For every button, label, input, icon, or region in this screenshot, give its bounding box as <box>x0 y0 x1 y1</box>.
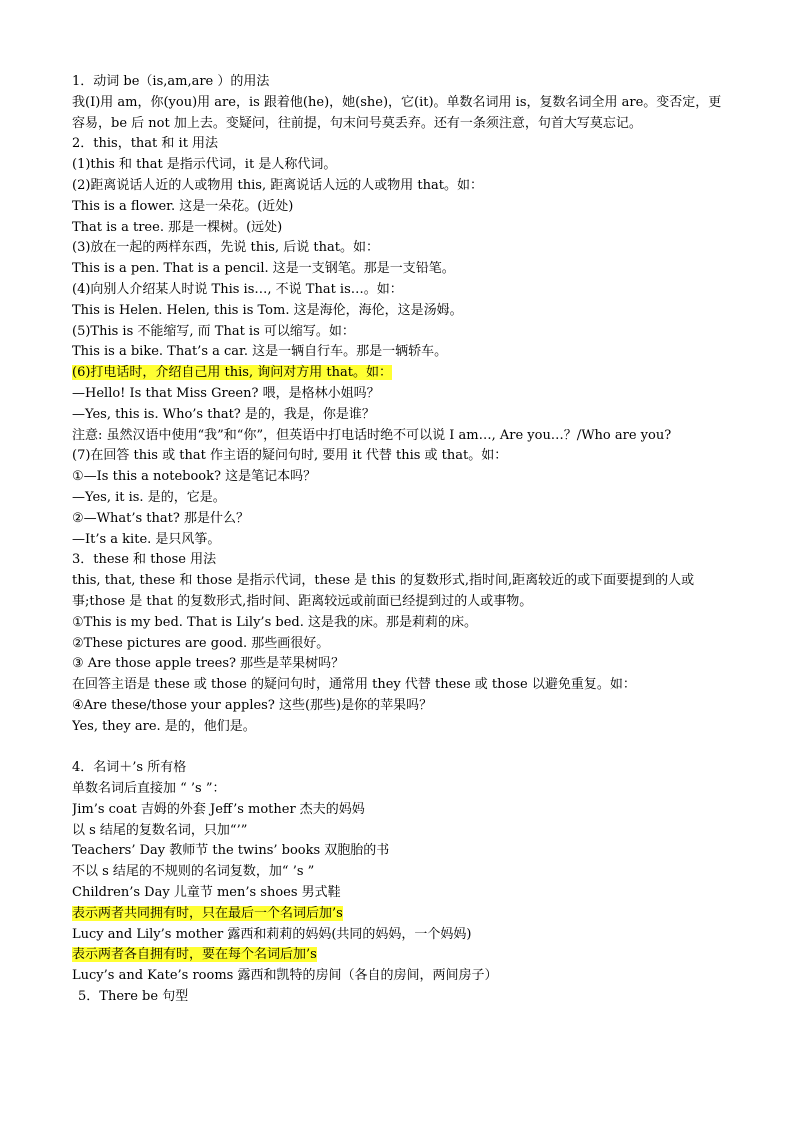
line-text: ①—Is this a notebook? 这是笔记本吗？ <box>72 469 317 485</box>
line-text: 3．these 和 those 用法 <box>72 552 217 568</box>
text-line <box>72 841 724 862</box>
text-line <box>72 571 724 613</box>
text-line <box>72 925 724 946</box>
text-line <box>72 862 724 883</box>
line-text: (5)This is 不能缩写, 而 That is 可以缩写。如： <box>72 323 355 339</box>
text-line <box>72 238 724 259</box>
line-text: 注意: 虽然汉语中使用“我”和“你”，但英语中打电话时绝不可以说 I am…, Are you…？/Who are you? <box>72 427 672 443</box>
line-text: ②These pictures are good. 那些画很好。 <box>72 635 330 651</box>
text-line <box>72 405 724 426</box>
text-line <box>72 280 724 301</box>
text-line <box>72 945 724 966</box>
line-text: (4)向别人介绍某人时说 This is…, 不说 That is…。如： <box>72 281 403 297</box>
line-text: (2)距离说话人近的人或物用 this, 距离说话人远的人或物用 that。如： <box>72 177 483 193</box>
text-line <box>72 883 724 904</box>
text-line <box>72 800 724 821</box>
line-text: (7)在回答 this 或 that 作主语的疑问句时, 要用 it 代替 this 或 that。如： <box>72 448 508 464</box>
text-line <box>72 696 724 717</box>
text-line <box>72 93 724 135</box>
line-text: —Yes, this is. Who’s that? 是的，我是，你是谁？ <box>72 406 375 422</box>
text-line <box>72 821 724 842</box>
line-text: Yes, they are. 是的，他们是。 <box>72 718 256 734</box>
line-text: Jim’s coat 吉姆的外套 Jeff’s mother 杰夫的妈妈 <box>72 801 365 817</box>
line-text: This is a flower. 这是一朵花。(近处) <box>72 198 294 214</box>
line-text: This is Helen. Helen, this is Tom. 这是海伦，海伦，这是汤姆。 <box>72 302 463 318</box>
highlighted-text: (6)打电话时，介绍自己用 this, 询问对方用 that。如： <box>72 365 392 381</box>
text-line <box>72 509 724 530</box>
highlighted-text: 表示两者各自拥有时，要在每个名词后加’s <box>72 947 317 963</box>
text-line <box>72 446 724 467</box>
line-text: Teachers’ Day 教师节 the twins’ books 双胞胎的书 <box>72 843 390 859</box>
text-line <box>72 426 724 447</box>
line-text: 以 s 结尾的复数名词，只加“’” <box>72 822 248 838</box>
text-line <box>72 259 724 280</box>
line-text: This is a bike. That’s a car. 这是一辆自行车。那是一辆轿车。 <box>72 344 448 360</box>
text-line <box>72 717 724 738</box>
line-text: this, that, these 和 those 是指示代词，these 是 this 的复数形式,指时间,距离较近的或下面要提到的人或事;those 是 that 的复数形式,指时间、距离较远或前面已经提到过的人或事物。 <box>72 573 695 609</box>
text-line <box>72 530 724 551</box>
text-line <box>72 134 724 155</box>
text-line <box>72 654 724 675</box>
text-line <box>72 613 724 634</box>
text-line <box>72 550 724 571</box>
document-body <box>72 72 724 1008</box>
text-line <box>72 675 724 696</box>
blank-line <box>72 738 724 759</box>
line-text: 4．名词＋’s 所有格 <box>72 760 187 776</box>
text-line <box>72 488 724 509</box>
text-line <box>72 363 724 384</box>
line-text: ④Are these/those your apples? 这些(那些)是你的苹果吗？ <box>72 697 433 713</box>
text-line <box>72 72 724 93</box>
line-text: —It’s a kite. 是只风筝。 <box>72 531 221 547</box>
text-line <box>72 197 724 218</box>
text-line <box>72 176 724 197</box>
line-text: 不以 s 结尾的不规则的名词复数，加“ ’s ” <box>72 864 315 880</box>
line-text: 单数名词后直接加 “ ’s ”： <box>72 781 226 797</box>
line-text: 1．动词 be（is,am,are ）的用法 <box>72 74 270 89</box>
line-text: —Yes, it is. 是的，它是。 <box>72 489 226 505</box>
line-text: Lucy’s and Kate’s rooms 露西和凯特的房间（各自的房间，两间房子） <box>72 968 498 984</box>
text-line <box>72 758 724 779</box>
line-text: (1)this 和 that 是指示代词，it 是人称代词。 <box>72 157 337 173</box>
text-line <box>72 342 724 363</box>
text-line <box>72 155 724 176</box>
line-text: ③ Are those apple trees? 那些是苹果树吗？ <box>72 656 345 672</box>
line-text: 2．this，that 和 it 用法 <box>72 136 219 152</box>
text-line <box>72 987 724 1008</box>
line-text: 我(I)用 am，你(you)用 are，is 跟着他(he)，她(she)，它(it)。单数名词用 is，复数名词全用 are。变否定，更容易，be 后 not 加上去。变疑问，往前提，句末问号莫丢弃。还有一条须注意，句首大写莫忘记。 <box>72 94 722 131</box>
line-text: ②—What’s that? 那是什么？ <box>72 510 249 526</box>
text-line <box>72 322 724 343</box>
text-line <box>72 904 724 925</box>
line-text: ①This is my bed. That is Lily’s bed. 这是我的床。那是莉莉的床。 <box>72 614 477 630</box>
line-text: —Hello! Is that Miss Green? 喂，是格林小姐吗？ <box>72 385 380 401</box>
text-line <box>72 384 724 405</box>
text-line <box>72 634 724 655</box>
line-text: 在回答主语是 these 或 those 的疑问句时，通常用 they 代替 these 或 those 以避免重复。如： <box>72 677 636 693</box>
text-line <box>72 966 724 987</box>
line-text: Children’s Day 儿童节 men’s shoes 男式鞋 <box>72 885 341 901</box>
line-text: That is a tree. 那是一棵树。(远处) <box>72 219 283 235</box>
line-text: 5．There be 句型 <box>78 989 189 1005</box>
text-line <box>72 467 724 488</box>
line-text: This is a pen. That is a pencil. 这是一支钢笔。那是一支铅笔。 <box>72 261 455 277</box>
text-line <box>72 301 724 322</box>
text-line <box>72 218 724 239</box>
highlighted-text: 表示两者共同拥有时，只在最后一个名词后加’s <box>72 905 343 921</box>
line-text: Lucy and Lily’s mother 露西和莉莉的妈妈(共同的妈妈，一个妈妈) <box>72 926 472 942</box>
text-line <box>72 779 724 800</box>
line-text: (3)放在一起的两样东西，先说 this, 后说 that。如： <box>72 240 379 256</box>
